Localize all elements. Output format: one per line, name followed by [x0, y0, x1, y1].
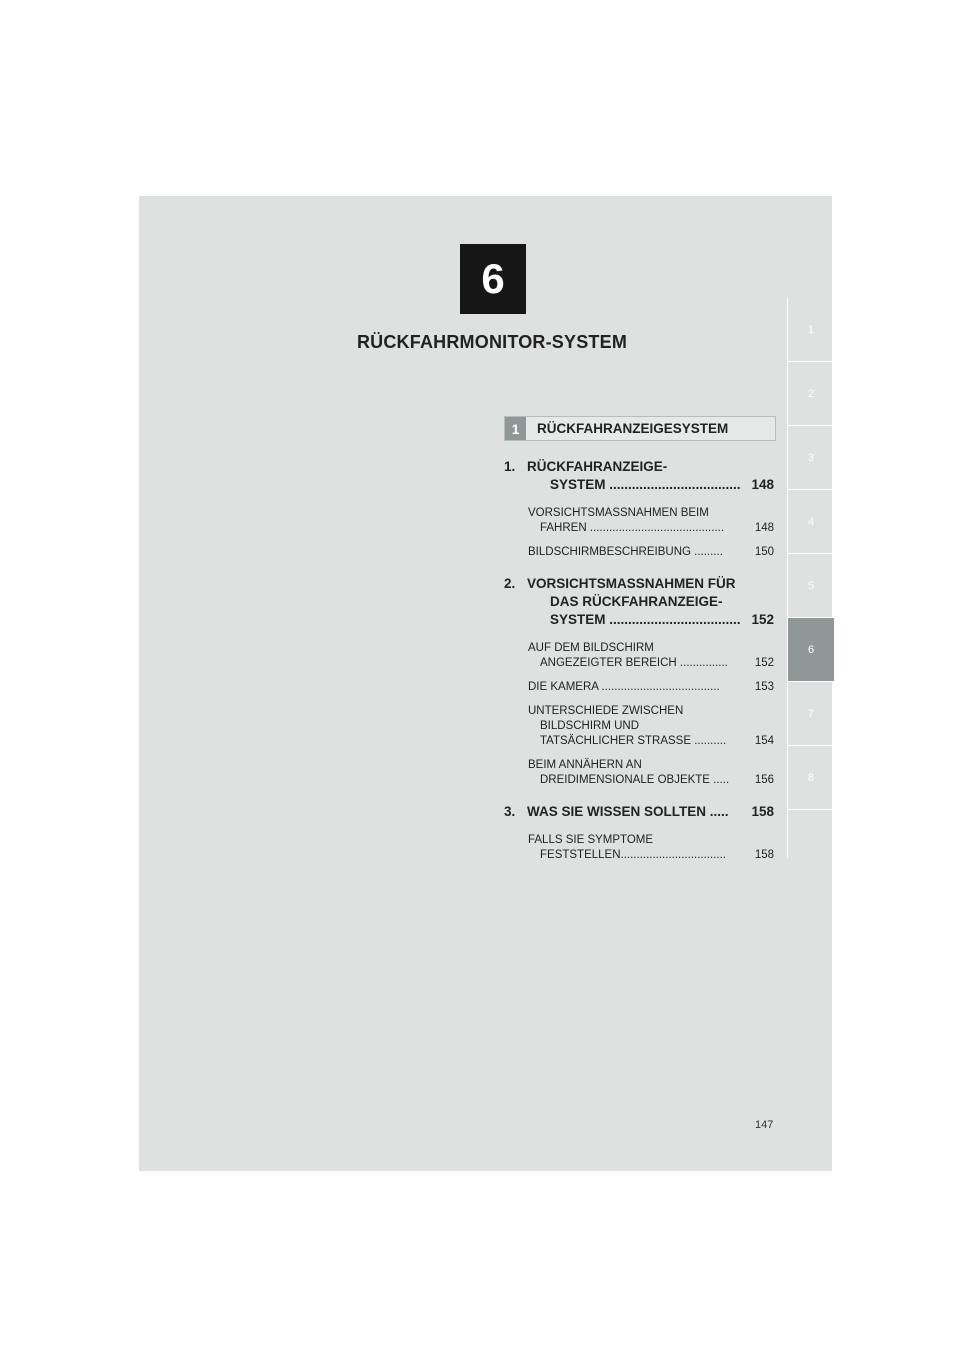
toc-page-number: 148 [754, 522, 774, 534]
toc-subentry-title: FALLS SIE SYMPTOME [528, 834, 654, 846]
toc-entry-3[interactable] [504, 803, 774, 821]
tab-6[interactable]: 6 [788, 618, 834, 682]
toc-subentry-title: UNTERSCHIEDE ZWISCHEN [528, 705, 684, 717]
tab-3[interactable]: 3 [788, 426, 834, 490]
toc-entry-1[interactable] [504, 458, 774, 494]
toc-entry-2[interactable] [504, 575, 774, 629]
toc-subentry-title-cont: DREIDIMENSIONALE OBJEKTE ..... [540, 774, 730, 786]
toc-page-number: 150 [754, 546, 774, 558]
toc-entry-number: 2. [504, 576, 516, 591]
toc-subentry[interactable] [504, 758, 774, 788]
toc-page-number: 156 [754, 774, 774, 786]
toc-subentry-title: BEIM ANNÄHERN AN [528, 759, 642, 771]
section-number: 1 [505, 417, 526, 440]
toc-subentry[interactable] [504, 545, 774, 560]
toc-subentry[interactable] [504, 641, 774, 671]
toc-subentry[interactable] [504, 680, 774, 695]
toc-subentry[interactable] [504, 833, 774, 863]
table-of-contents [504, 458, 774, 872]
toc-subentry-title-cont: FESTSTELLEN................................. [540, 849, 726, 861]
toc-page-number: 153 [754, 681, 774, 693]
tab-2[interactable]: 2 [788, 362, 834, 426]
toc-subentry-title: DIE KAMERA ..................................... [528, 681, 720, 693]
section-header [504, 416, 776, 441]
toc-page-number: 158 [754, 849, 774, 861]
toc-subentry[interactable] [504, 506, 774, 536]
chapter-title: RÜCKFAHRMONITOR-SYSTEM [356, 332, 628, 352]
tab-4[interactable]: 4 [788, 490, 834, 554]
toc-subentry-title-cont: BILDSCHIRM UND [540, 720, 640, 732]
toc-entry-title-cont: SYSTEM ................................... [550, 612, 741, 627]
toc-entry-title: RÜCKFAHRANZEIGE- [527, 459, 668, 474]
toc-subentry-title: VORSICHTSMASSNAHMEN BEIM [528, 507, 709, 519]
tab-1[interactable]: 1 [788, 298, 834, 362]
toc-entry-title: WAS SIE WISSEN SOLLTEN ..... [527, 804, 729, 819]
toc-subentry[interactable] [504, 704, 774, 749]
toc-entry-number: 3. [504, 804, 516, 819]
toc-page-number: 152 [754, 657, 774, 669]
toc-entry-title: VORSICHTSMASSNAHMEN FÜR [527, 576, 736, 591]
toc-entry-number: 1. [504, 459, 516, 474]
chapter-tabs [787, 298, 834, 858]
toc-page-number: 152 [751, 612, 774, 627]
tab-5[interactable]: 5 [788, 554, 834, 618]
toc-page-number: 154 [754, 735, 774, 747]
toc-entry-title-cont: SYSTEM ................................... [550, 477, 741, 492]
toc-page-number: 148 [751, 477, 774, 492]
tab-blank [788, 810, 834, 858]
toc-page-number: 158 [751, 804, 774, 819]
toc-subentry-title: AUF DEM BILDSCHIRM [528, 642, 654, 654]
toc-subentry-title-cont: FAHREN .......................................... [540, 522, 725, 534]
section-title: RÜCKFAHRANZEIGESYSTEM [537, 421, 729, 436]
page-number: 147 [755, 1119, 774, 1131]
toc-entry-title-cont: DAS RÜCKFAHRANZEIGE- [550, 594, 723, 609]
tab-7[interactable]: 7 [788, 682, 834, 746]
chapter-number: 6 [481, 255, 505, 302]
toc-subentry-title-cont: ANGEZEIGTER BEREICH ............... [540, 657, 728, 669]
toc-subentry-title: BILDSCHIRMBESCHREIBUNG ......... [528, 546, 723, 558]
tab-8[interactable]: 8 [788, 746, 834, 810]
chapter-number-box [460, 244, 526, 314]
toc-subentry-title-cont: TATSÄCHLICHER STRASSE .......... [540, 735, 727, 747]
